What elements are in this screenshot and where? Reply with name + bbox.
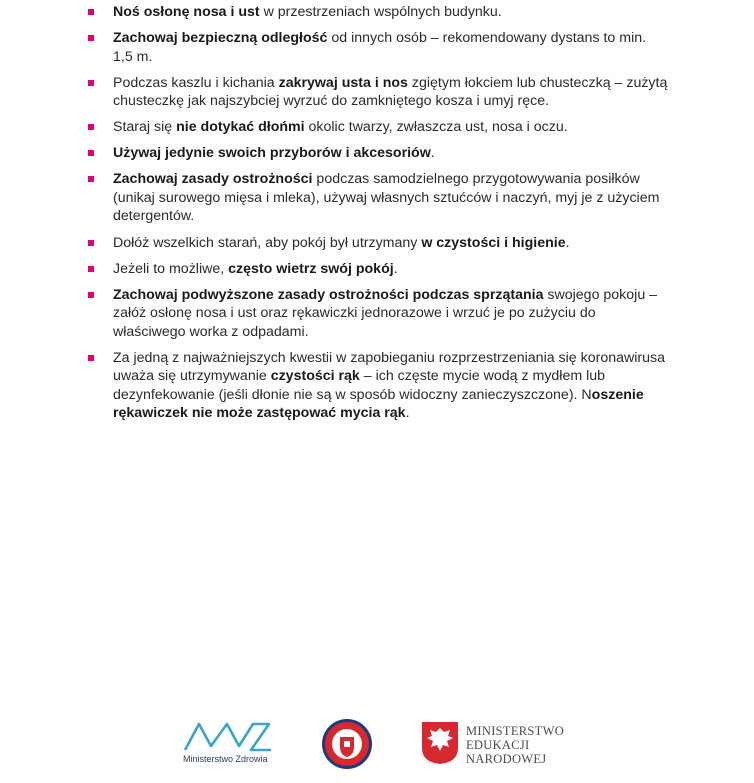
men-line-1: MINISTERSTWO — [466, 724, 565, 738]
body-text: Za jedną z najważniejszych kwestii w zapobieganiu rozprzestrzeniania się koronawirusa uważa się utrzymywanie — [113, 349, 666, 385]
ministerstwo-zdrowia-logo — [183, 720, 275, 766]
mz-logo-icon — [183, 720, 275, 754]
emphasis-text: czystości rąk — [270, 368, 360, 385]
list-item — [88, 29, 668, 66]
bullet-icon — [88, 35, 94, 41]
bullet-icon — [88, 124, 94, 130]
list-item — [88, 170, 668, 226]
list-item — [88, 144, 668, 163]
body-text: . — [565, 234, 570, 251]
body-text: zgiętym łokciem lub chusteczką – zużytą chusteczkę jak najszybciej wyrzuć do zamkniętego kosza i umyj ręce. — [113, 74, 668, 110]
body-text: okolic twarzy, zwłaszcza ust, nosa i oczu. — [304, 119, 568, 136]
list-item — [88, 3, 668, 22]
list-item — [88, 286, 668, 342]
body-text: Staraj się — [113, 119, 177, 136]
polish-eagle-icon — [420, 720, 460, 766]
emphasis-text: Zachowaj zasady ostrożności — [113, 171, 313, 188]
bullet-icon — [88, 176, 94, 182]
bullet-icon — [88, 150, 94, 156]
emphasis-text: często wietrz swój pokój — [228, 260, 394, 277]
list-item — [88, 234, 668, 253]
gis-logo — [320, 717, 374, 771]
list-item — [88, 74, 668, 111]
gis-emblem-icon — [320, 717, 374, 771]
men-line-2: EDUKACJI — [466, 738, 530, 752]
emphasis-text: nie dotykać dłońmi — [176, 119, 305, 136]
mz-logo-label: Ministerstwo Zdrowia — [183, 754, 268, 764]
bullet-icon — [88, 292, 94, 298]
bullet-icon — [88, 355, 94, 361]
emphasis-text: Używaj jedynie swoich przyborów i akcesoriów — [113, 145, 431, 162]
body-text: swojego pokoju – załóż osłonę nosa i ust oraz rękawiczki jednorazowe i wrzuć je po zużyciu do właściwego worka z odpadami. — [113, 286, 658, 340]
bullet-icon — [88, 9, 94, 15]
bullet-icon — [88, 266, 94, 272]
list-item — [88, 118, 668, 137]
body-text: Podczas kaszlu i kichania — [113, 74, 279, 91]
ministerstwo-edukacji-logo — [420, 720, 580, 770]
men-line-3: NARODOWEJ — [466, 752, 547, 766]
emphasis-text: Zachowaj bezpieczną odległość — [113, 30, 328, 47]
emphasis-text: w czystości i higienie — [421, 234, 566, 251]
list-item — [88, 349, 668, 423]
emphasis-text: zakrywaj usta i nos — [278, 74, 408, 91]
list-item — [88, 260, 668, 279]
emphasis-text: Noś osłonę nosa i ust — [113, 4, 260, 20]
body-text: podczas samodzielnego przygotowywania posiłków (unikaj surowego mięsa i mleka), używaj własnych sztućców i naczyń, myj je z użyciem detergentów. — [113, 171, 660, 225]
body-text: Dołóż wszelkich starań, aby pokój był utrzymany — [113, 234, 422, 251]
emphasis-text: oszenie rękawiczek nie może zastępować mycia rąk — [113, 386, 644, 422]
bullet-icon — [88, 80, 94, 86]
body-text: od innych osób – rekomendowany dystans to min. 1,5 m. — [113, 30, 647, 65]
body-text: . — [430, 145, 435, 162]
body-text: Jeżeli to możliwe, — [113, 260, 229, 277]
footer-logos — [0, 700, 754, 783]
men-logo-text — [466, 724, 564, 766]
emphasis-text: Zachowaj podwyższone zasady ostrożności podczas sprzątania — [113, 286, 544, 303]
body-text: . — [393, 260, 398, 277]
body-text: . — [405, 405, 410, 422]
bullet-icon — [88, 240, 94, 246]
body-text: w przestrzeniach wspólnych budynku. — [259, 4, 502, 20]
body-text: – ich częste mycie wodą z mydłem lub dezynfekowanie (jeśli dłonie nie są w sposób widoczny zanieczyszczone). N — [113, 368, 606, 403]
guidelines-list — [88, 3, 668, 430]
